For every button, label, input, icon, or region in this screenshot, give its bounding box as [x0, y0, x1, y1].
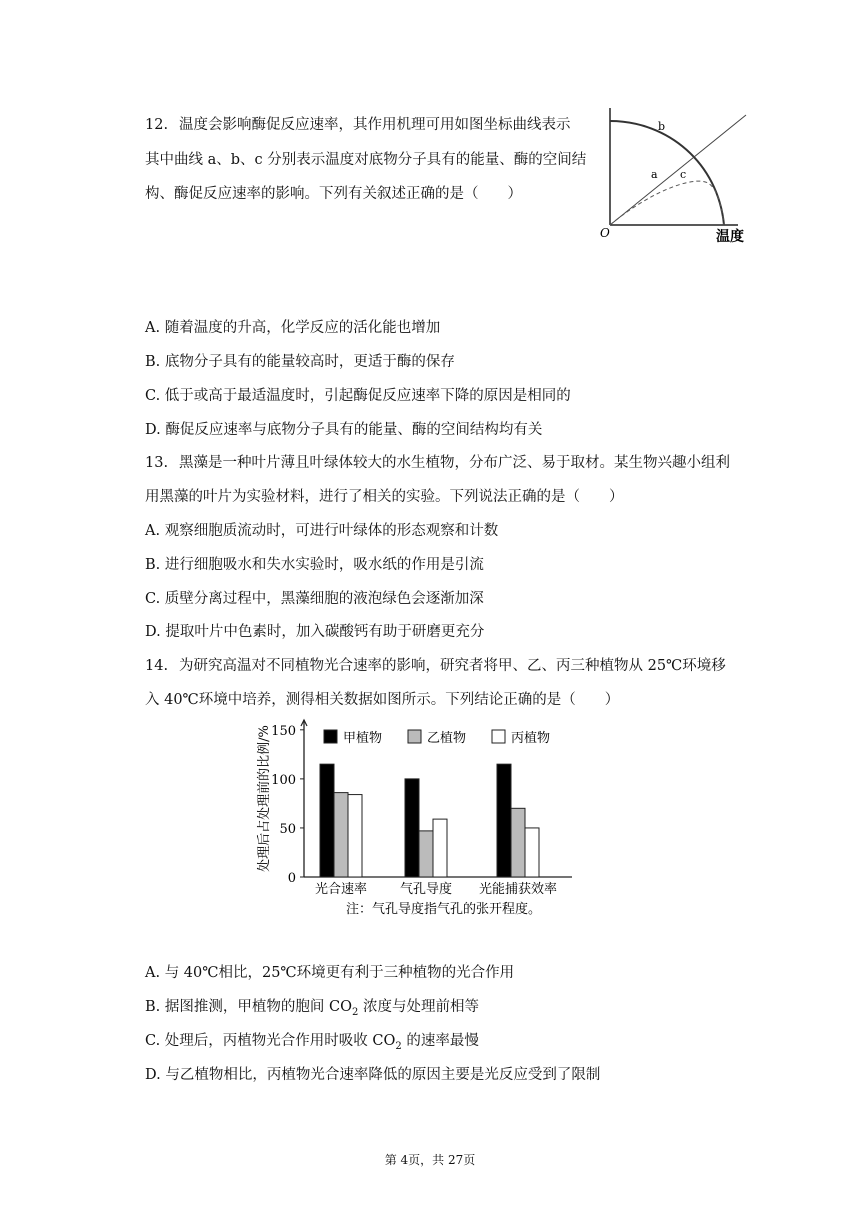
q12-line-1: 12. 温度会影响酶促反应速率，其作用机理可用如图坐标曲线表示: [145, 117, 571, 133]
bar: [405, 779, 419, 877]
q13-option-d: D. 提取叶片中色素时，加入碳酸钙有助于研磨更充分: [145, 624, 485, 640]
q12-label-b: b: [658, 120, 666, 133]
q14-option-c: C. 处理后，丙植物光合作用时吸收 $CO_2$ 的速率最慢: [145, 1033, 479, 1052]
q12-line-2: 其中曲线 a、b、c 分别表示温度对底物分子具有的能量、酶的空间结: [145, 152, 587, 168]
q14-line-1: 14. 为研究高温对不同植物光合速率的影响，研究者将甲、乙、丙三种植物从 25℃环境移: [145, 658, 726, 674]
bar: [419, 831, 433, 877]
q12-number: 12.: [145, 117, 169, 133]
q12-line-a: [610, 115, 746, 225]
q12-curve-c: [610, 181, 724, 225]
q14-number: 14.: [145, 658, 169, 674]
bar: [320, 764, 334, 877]
q12-label-c: c: [680, 168, 687, 181]
q14-bar-chart: [252, 712, 612, 920]
legend-swatch: [324, 730, 337, 743]
bar: [511, 808, 525, 877]
q12-option-c: C. 低于或高于最适温度时，引起酶促反应速率下降的原因是相同的: [145, 388, 571, 404]
legend-label: 乙植物: [427, 731, 467, 746]
legend-label: 丙植物: [511, 731, 551, 746]
q12-option-a: A. 随着温度的升高，化学反应的活化能也增加: [145, 320, 441, 336]
y-axis-label: 处理后占处理前的比例/%: [257, 725, 272, 872]
q12-figure: [598, 103, 758, 248]
page-footer: 第 4页，共 27页: [384, 1153, 476, 1167]
q12-xlabel: 温度: [716, 229, 744, 245]
q13-option-c: C. 质壁分离过程中，黑藻细胞的液泡绿色会逐渐加深: [145, 591, 484, 607]
x-tick-label: 气孔导度: [399, 882, 453, 897]
q14-option-d: D. 与乙植物相比，丙植物光合速率降低的原因主要是光反应受到了限制: [145, 1067, 601, 1083]
y-tick-label: 100: [271, 772, 296, 788]
bar: [525, 828, 539, 877]
y-tick-label: 50: [279, 821, 296, 837]
x-tick-label: 光能捕获效率: [478, 882, 558, 897]
q14-line-2: 入 40℃环境中培养，测得相关数据如图所示。下列结论正确的是（ ）: [145, 692, 620, 708]
q12-line-3: 构、酶促反应速率的影响。下列有关叙述正确的是（ ）: [145, 186, 522, 202]
legend-swatch: [492, 730, 505, 743]
q14-option-a: A. 与 40℃相比，25℃环境更有利于三种植物的光合作用: [145, 965, 515, 981]
q12-option-d: D. 酶促反应速率与底物分子具有的能量、酶的空间结构均有关: [145, 422, 543, 438]
q12-curve-b: [610, 121, 724, 225]
q13-line-2: 用黑藻的叶片为实验材料，进行了相关的实验。下列说法正确的是（ ）: [145, 489, 624, 505]
chart-note: 注：气孔导度指气孔的张开程度。: [346, 902, 542, 917]
x-tick-label: 光合速率: [314, 882, 368, 897]
q12-option-b: B. 底物分子具有的能量较高时，更适于酶的保存: [145, 354, 455, 370]
legend-swatch: [408, 730, 421, 743]
bar: [334, 793, 348, 877]
y-tick-label: 0: [287, 871, 296, 886]
bar: [497, 764, 511, 877]
q12-origin: O: [600, 226, 610, 240]
legend-label: 甲植物: [343, 731, 383, 746]
q13-option-a: A. 观察细胞质流动时，可进行叶绿体的形态观察和计数: [145, 523, 499, 539]
q14-option-b: B. 据图推测，甲植物的胞间 $CO_2$ 浓度与处理前相等: [145, 999, 479, 1018]
q13-number: 13.: [145, 455, 169, 471]
bar: [433, 819, 447, 877]
q13-option-b: B. 进行细胞吸水和失水实验时，吸水纸的作用是引流: [145, 557, 484, 573]
q12-label-a: a: [651, 168, 658, 181]
q13-line-1: 13. 黑藻是一种叶片薄且叶绿体较大的水生植物，分布广泛、易于取材。某生物兴趣小组利: [145, 455, 730, 471]
y-tick-label: 150: [271, 723, 296, 739]
bar: [348, 795, 362, 877]
